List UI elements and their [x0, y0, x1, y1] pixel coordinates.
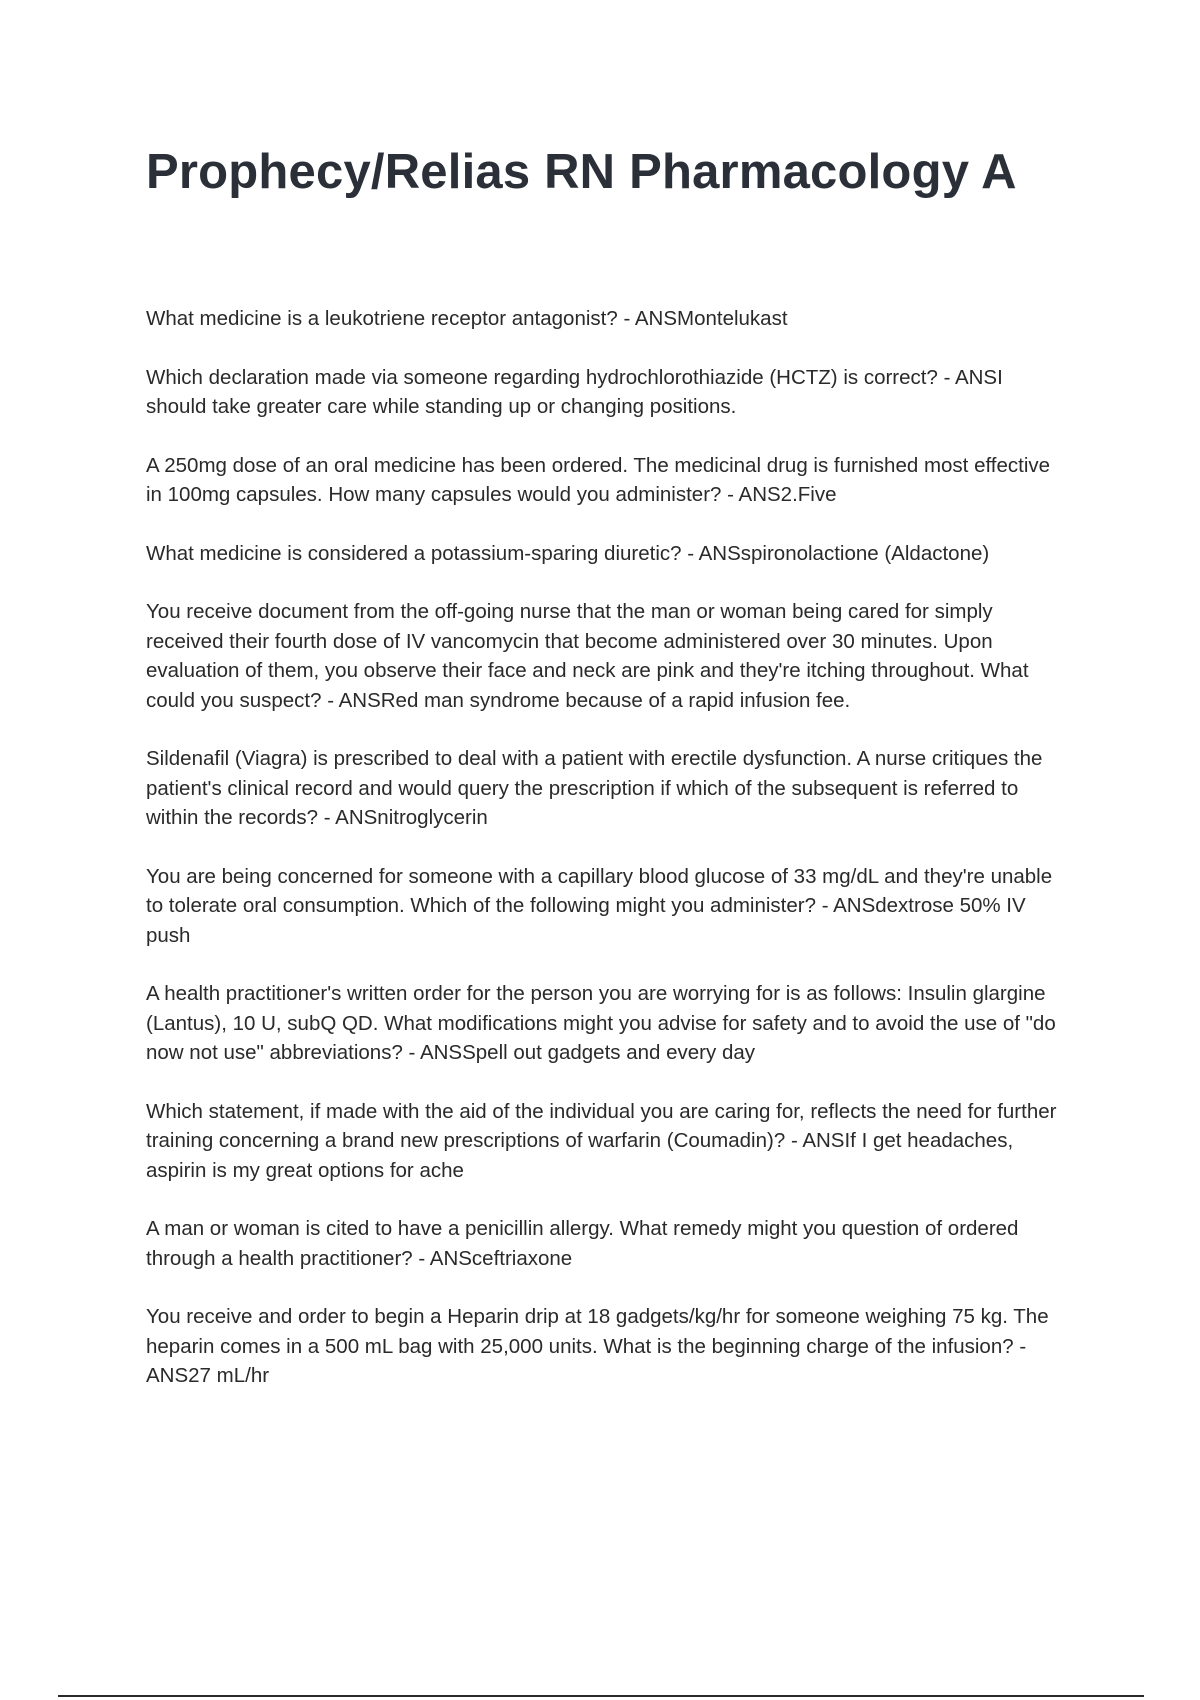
- qa-item: You are being concerned for someone with a capillary blood glucose of 33 mg/dL and they're unable to tolerate oral consumption. Which of the following might you administer? - ANSdextrose 50% IV push: [146, 864, 1053, 947]
- qa-item: A man or woman is cited to have a penicillin allergy. What remedy might you question of ordered through a health practitioner? - ANSceftriaxone: [146, 1217, 1019, 1270]
- bottom-divider: [58, 1695, 1144, 1697]
- qa-item: A health practitioner's written order for the person you are worrying for is as follows: Insulin glargine (Lantus), 10 U, subQ QD. What modifications might you advise for safety and to avoid the use of "do now not use" abbreviations? - ANSSpell out gadgets and every day: [146, 982, 1056, 1064]
- qa-item: You receive document from the off-going nurse that the man or woman being cared for simply received their fourth dose of IV vancomycin that become administered over 30 minutes. Upon evaluation of them, you observe their face and neck are pink and they're itching throughout. What could you suspect? - ANSRed man syndrome because of a rapid infusion fee.: [146, 600, 1029, 712]
- page-title: Prophecy/Relias RN Pharmacology A: [146, 145, 1017, 199]
- qa-item: You receive and order to begin a Heparin drip at 18 gadgets/kg/hr for someone weighing 75 kg. The heparin comes in a 500 mL bag with 25,000 units. What is the beginning charge of the infusion? - ANS27 mL/hr: [146, 1305, 1049, 1387]
- qa-item: Which statement, if made with the aid of the individual you are caring for, reflects the need for further training concerning a brand new prescriptions of warfarin (Coumadin)? - ANSIf I get headaches, aspirin is my great options for ache: [146, 1099, 1057, 1182]
- qa-list: [146, 304, 1066, 1420]
- qa-item: What medicine is considered a potassium-sparing diuretic? - ANSspironolactione (Aldactone): [146, 541, 990, 565]
- qa-item: Which declaration made via someone regarding hydrochlorothiazide (HCTZ) is correct? - ANSI should take greater care while standing up or changing positions.: [146, 365, 1003, 418]
- qa-item: A 250mg dose of an oral medicine has been ordered. The medicinal drug is furnished most effective in 100mg capsules. How many capsules would you administer? - ANS2.Five: [146, 453, 1051, 506]
- qa-item: Sildenafil (Viagra) is prescribed to deal with a patient with erectile dysfunction. A nurse critiques the patient's clinical record and would query the prescription if which of the subsequent is referred to within the records? - ANSnitroglycerin: [146, 747, 1043, 829]
- qa-item: What medicine is a leukotriene receptor antagonist? - ANSMontelukast: [146, 307, 788, 330]
